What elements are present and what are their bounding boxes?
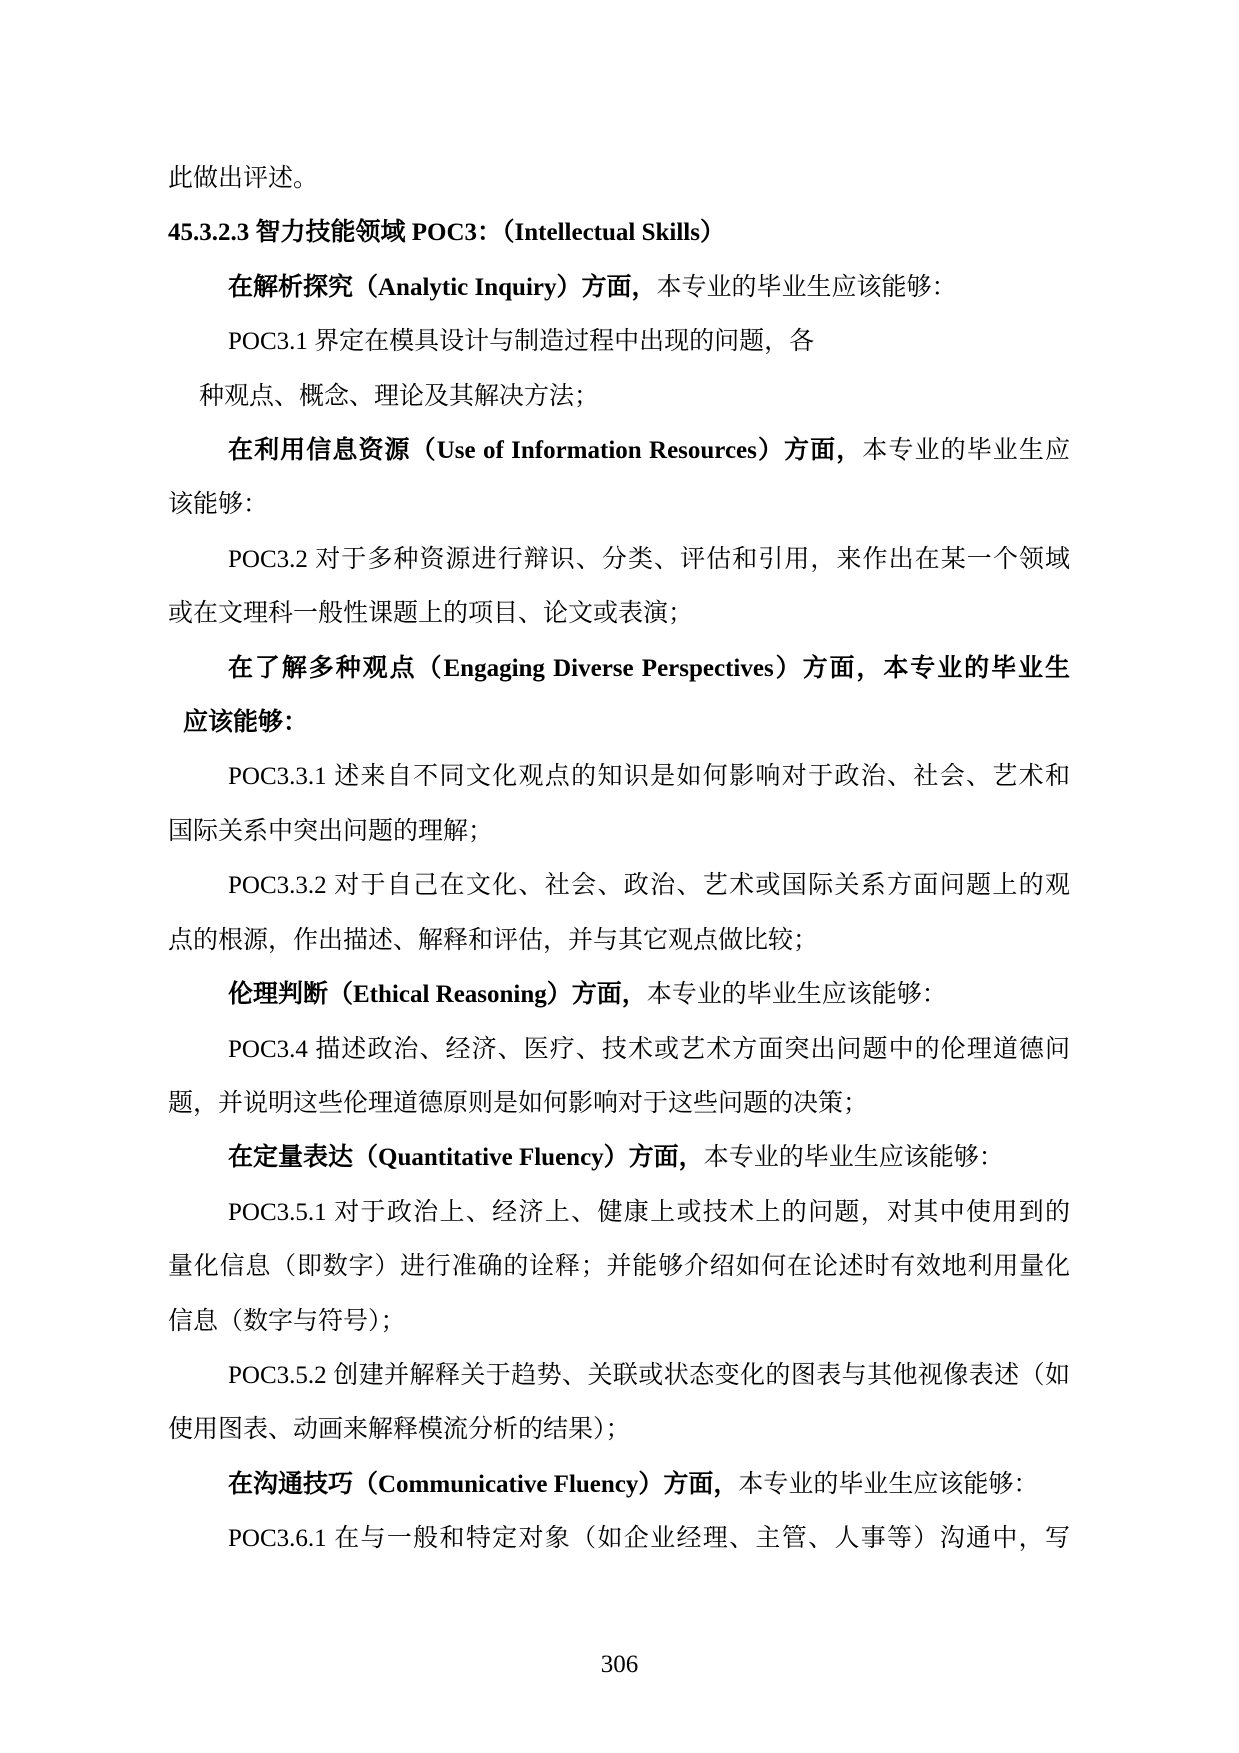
- text-line: [168, 533, 1070, 587]
- text-line: [168, 478, 1070, 532]
- text-segment: 此做出评述。: [168, 165, 319, 192]
- text-line: [168, 750, 1070, 804]
- text-segment: POC3.5.1 对于政治上、经济上、健康上或技术上的问题，对其中使用到的: [228, 1198, 1070, 1226]
- text-segment: 本专业的毕业生应该能够：: [738, 1470, 1039, 1498]
- text-segment: 题，并说明这些伦理道德原则是如何影响对于这些问题的决策；: [168, 1089, 869, 1117]
- document-body: [168, 152, 1070, 1567]
- text-line: [168, 152, 1070, 206]
- text-segment: 本专业的毕业生应该能够：: [703, 1144, 1004, 1172]
- text-line: [168, 642, 1070, 696]
- text-line: [168, 1349, 1070, 1403]
- text-line: [168, 859, 1070, 913]
- bold-text-segment: 在沟通技巧（Communicative Fluency）方面，: [228, 1470, 739, 1498]
- text-line: [168, 261, 1070, 315]
- text-line: [168, 696, 1070, 750]
- bold-text-segment: 在定量表达（Quantitative Fluency）方面，: [228, 1144, 704, 1172]
- text-segment: POC3.5.2 创建并解释关于趋势、关联或状态变化的图表与其他视像表述（如: [228, 1361, 1070, 1389]
- text-segment: 或在文理科一般性课题上的项目、论文或表演；: [168, 600, 694, 628]
- text-line: [168, 1240, 1070, 1294]
- bold-text-segment: 在解析探究（Analytic Inquiry）方面，: [228, 273, 657, 301]
- bold-text-segment: 应该能够：: [183, 709, 309, 737]
- text-segment: 种观点、概念、理论及其解决方法；: [199, 382, 600, 410]
- page-number: 306: [600, 1651, 639, 1678]
- text-line: [168, 370, 1070, 424]
- text-segment: POC3.4 描述政治、经济、医疗、技术或艺术方面突出问题中的伦理道德问: [228, 1035, 1070, 1063]
- text-line: [168, 1131, 1070, 1185]
- text-segment: POC3.6.1 在与一般和特定对象（如企业经理、主管、人事等）沟通中，写: [228, 1525, 1070, 1553]
- text-line: [168, 1295, 1070, 1349]
- text-segment: POC3.1 界定在模具设计与制造过程中出现的问题，各: [228, 328, 815, 356]
- text-line: [168, 1403, 1070, 1457]
- text-line: [168, 968, 1070, 1022]
- section-heading: [168, 206, 1070, 260]
- text-line: [168, 1458, 1070, 1512]
- text-segment: 量化信息（即数字）进行准确的诠释；并能够介绍如何在论述时有效地利用量化: [168, 1253, 1070, 1281]
- text-segment: 国际关系中突出问题的理解；: [168, 817, 494, 845]
- text-line: [168, 805, 1070, 859]
- text-segment: POC3.2 对于多种资源进行辩识、分类、评估和引用，来作出在某一个领域: [228, 545, 1070, 573]
- text-segment: 本专业的毕业生应该能够：: [656, 273, 957, 301]
- text-segment: POC3.3.2 对于自己在文化、社会、政治、艺术或国际关系方面问题上的观: [228, 872, 1070, 900]
- bold-text-segment: 在利用信息资源（Use of Information Resources）方面，: [228, 437, 863, 465]
- text-segment: 使用图表、动画来解释模流分析的结果）；: [168, 1416, 631, 1444]
- text-line: [168, 914, 1070, 968]
- bold-text-segment: 伦理判断（Ethical Reasoning）方面，: [228, 981, 647, 1009]
- text-segment: 本专业的毕业生应: [862, 437, 1070, 465]
- text-segment: POC3.3.1 述来自不同文化观点的知识是如何影响对于政治、社会、艺术和: [228, 763, 1070, 791]
- text-line: [168, 1512, 1070, 1566]
- text-line: [168, 1077, 1070, 1131]
- bold-text-segment: 45.3.2.3 智力技能领域 POC3：（Intellectual Skills）: [168, 219, 725, 247]
- text-line: [168, 1023, 1070, 1077]
- text-segment: 该能够：: [168, 491, 269, 519]
- text-line: [168, 587, 1070, 641]
- text-line: [168, 1186, 1070, 1240]
- text-segment: 点的根源，作出描述、解释和评估，并与其它观点做比较；: [168, 926, 819, 954]
- text-line: [168, 315, 1070, 369]
- text-segment: 本专业的毕业生应该能够：: [646, 981, 947, 1009]
- bold-text-segment: 在了解多种观点（Engaging Diverse Perspectives）方面，本专业的毕业生: [228, 654, 1070, 682]
- text-segment: 信息（数字与符号）；: [168, 1307, 406, 1335]
- text-line: [168, 424, 1070, 478]
